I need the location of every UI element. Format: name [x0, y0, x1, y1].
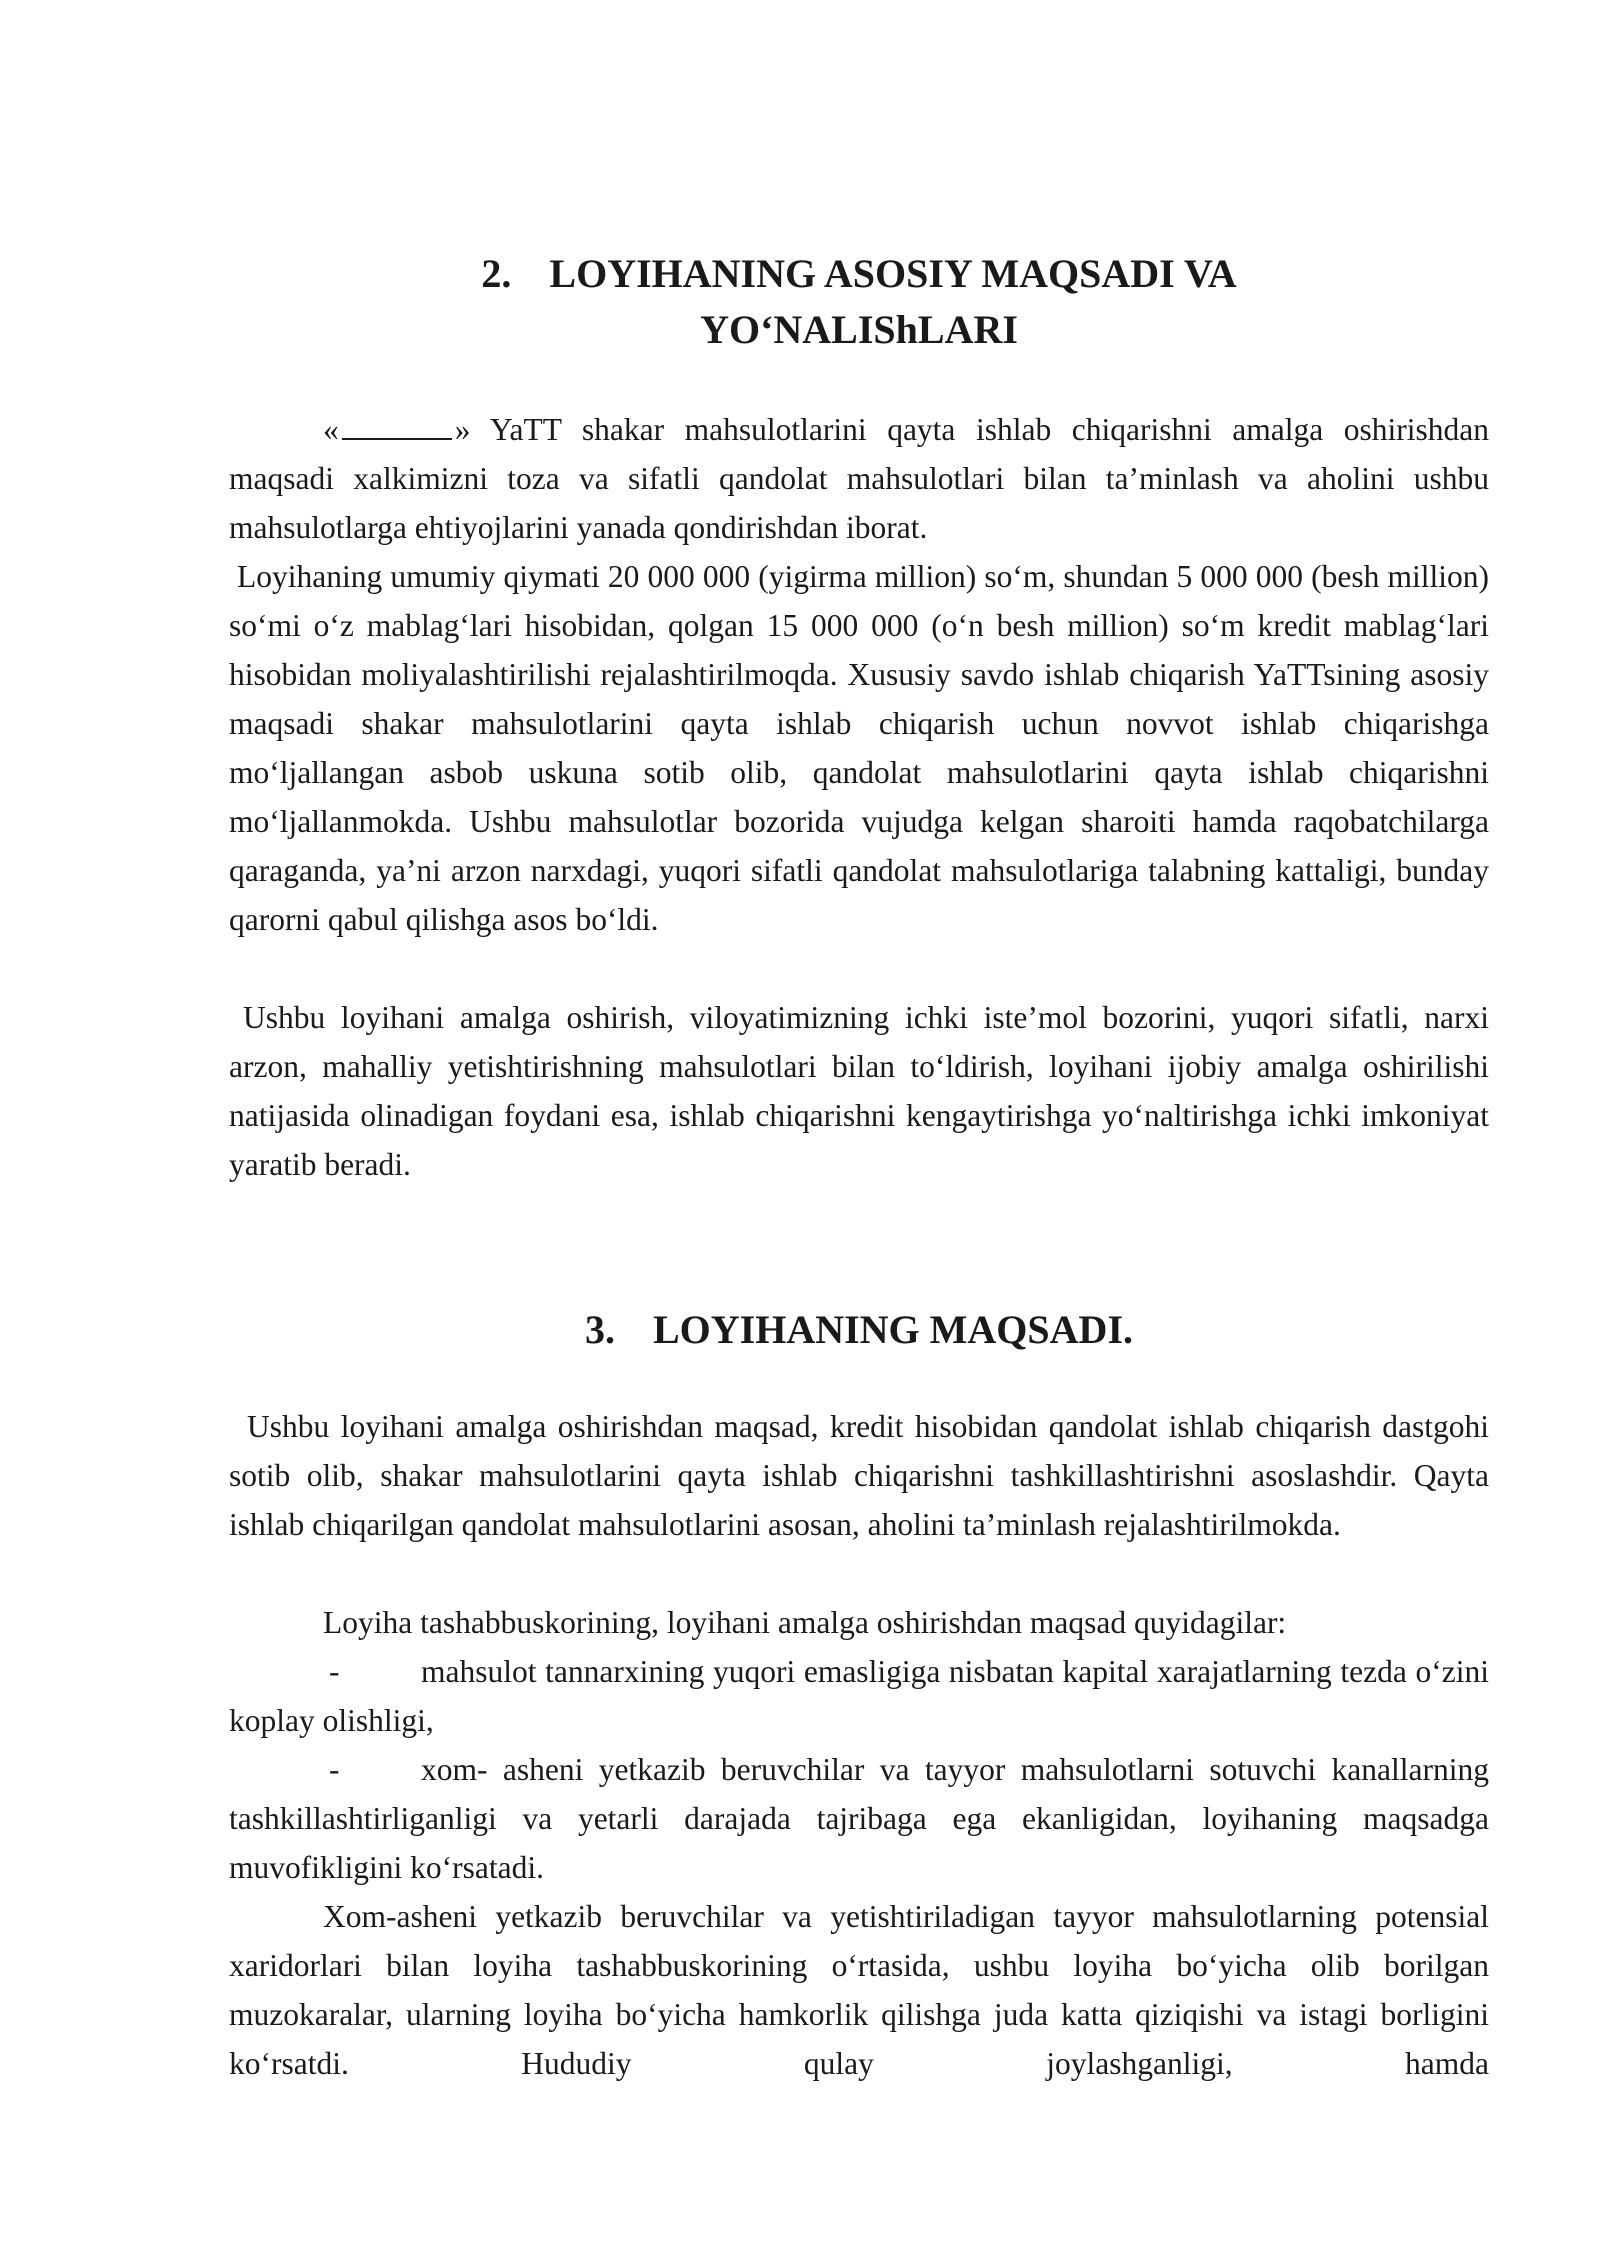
bullet-item-1 — [229, 1647, 1489, 1745]
section-3-paragraph-1: Ushbu loyihani amalga oshirishdan maqsad, kredit hisobidan qandolat ishlab chiqarish dastgohi sotib olib, shakar mahsulotlarini qayta ishlab chiqarishni tashkillashtirishni asoslashdir. Qayta ishlab chiqarilgan qandolat mahsulotlarini asosan, aholini ta’minlash rejalashtirilmokda. — [229, 1409, 1489, 1542]
section-2-paragraph-2: Loyihaning umumiy qiymati 20 000 000 (yigirma million) so‘m, shundan 5 000 000 (besh million) so‘mi o‘z mablag‘lari hisobidan, qolgan 15 000 000 (o‘n besh million) so‘m kredit mablag‘lari hisobidan moliyalashtirilishi rejalashtirilmoqda. Xususiy savdo ishlab chiqarish YaTTsining asosiy maqsadi shakar mahsulotlarini qayta ishlab chiqarish uchun novvot ishlab chiqarishga mo‘ljallangan asbob uskuna sotib olib, qandolat mahsulotlarini qayta ishlab chiqarishni mo‘ljallanmokda. Ushbu mahsulotlar bozorida vujudga kelgan sharoiti hamda raqobatchilarga qaraganda, ya’ni arzon narxdagi, yuqori sifatli qandolat mahsulotlariga talabning kattaligi, bunday qarorni qabul qilishga asos bo‘ldi. — [229, 559, 1489, 937]
section-2-title-line1: LOYIHANING ASOSIY MAQSADI VA — [549, 251, 1237, 296]
section-2-number: 2. — [481, 251, 512, 296]
section-3-title: LOYIHANING MAQSADI. — [652, 1307, 1134, 1352]
section-3-paragraph-3: Xom-asheni yetkazib beruvchilar va yetishtiriladigan tayyor mahsulotlarning potensial xaridorlari bilan loyiha tashabbuskorining o‘rtasida, ushbu loyiha bo‘yicha olib borilgan muzokaralar, ularning loyiha bo‘yicha hamkorlik qilishga juda katta qiziqishi va istagi borligini ko‘rsatdi. Hududiy qulay joylashganligi, hamda — [229, 1899, 1489, 2081]
section-3-paragraph-2: Loyiha tashabbuskorining, loyihani amalga oshirishdan maqsad quyidagilar: — [323, 1605, 1287, 1640]
section-2-heading — [229, 246, 1489, 358]
section-2-title-line2: YO‘NALIShLARI — [700, 307, 1018, 352]
section-2-paragraph-1 — [229, 405, 1489, 552]
section-2-paragraph-1-text: » YaTT shakar mahsulotlarini qayta ishlab chiqarishni amalga oshirishdan maqsadi xalkimizni toza va sifatli qandolat mahsulotlari bilan ta’minlash va aholini ushbu mahsulotlarga ehtiyojlarini yanada qondirishdan iborat. — [229, 412, 1489, 545]
bullet-item-1-text: mahsulot tannarxining yuqori emasligiga nisbatan kapital xarajatlarning tezda o‘zini koplay olishligi, — [229, 1654, 1489, 1738]
bullet-dash: - — [329, 1654, 340, 1689]
section-3-heading — [229, 1302, 1489, 1358]
section-2-paragraph-3: Ushbu loyihani amalga oshirish, viloyatimizning ichki iste’mol bozorini, yuqori sifatli, narxi arzon, mahalliy yetishtirishning mahsulotlari bilan to‘ldirish, loyihani ijobiy amalga oshirilishi natijasida olinadigan foydani esa, ishlab chiqarishni kengaytirishga yo‘naltirishga ichki imkoniyat yaratib beradi. — [229, 1000, 1489, 1182]
name-blank-line — [342, 408, 452, 440]
bullet-item-2-text: xom- asheni yetkazib beruvchilar va tayyor mahsulotlarni sotuvchi kanallarning tashkillashtirliganligi va yetarli darajada tajribaga ega ekanligidan, loyihaning maqsadga muvofikligini ko‘rsatadi. — [229, 1752, 1489, 1885]
bullet-item-2 — [229, 1745, 1489, 1892]
bullet-dash: - — [329, 1752, 340, 1787]
section-3-number: 3. — [584, 1307, 615, 1352]
open-quote: « — [323, 412, 339, 447]
